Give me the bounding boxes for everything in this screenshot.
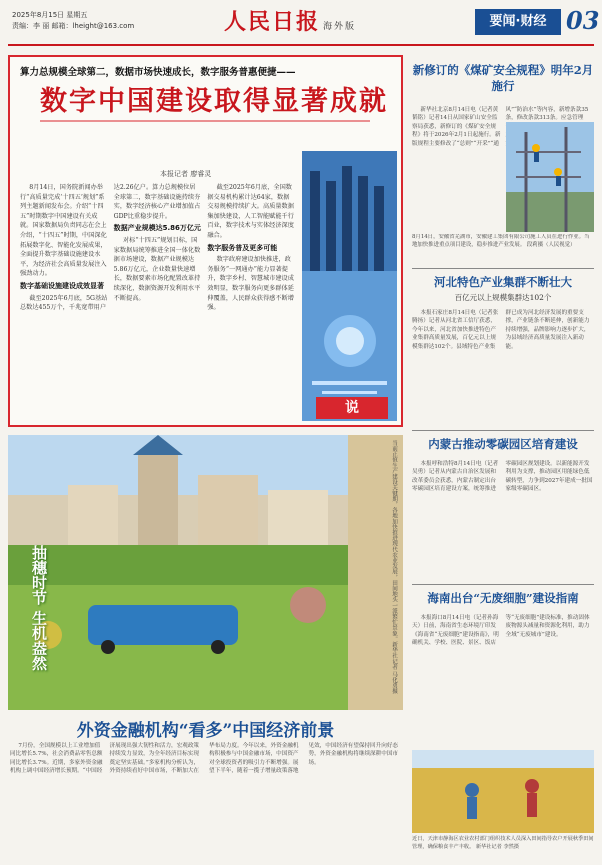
mid-caption: 当前正值生产建设关键期，各地加快推进现代农业发展，田间地头一派繁忙景象。新华社记者 马化勇摄 xyxy=(391,440,397,694)
bottom-title: 外资金融机构“看多”中国经济前景 xyxy=(76,721,335,741)
lead-para: 对标“十四五”规划目标，国家数据局统筹推进全国一体化数据市场建设，数据产业规模达5.86万亿元，企业数量快速增长，数据要素市场化配置改革持续深化，数据资源开发利用水平不断提高。 xyxy=(113,236,201,302)
mongolia-title: 内蒙古推动零碳园区培育建设 xyxy=(428,437,578,451)
shuo-badge: 说 xyxy=(316,397,388,419)
lead-photo xyxy=(302,151,397,421)
divider xyxy=(412,584,594,585)
lead-title: 数字中国建设取得显著成就 xyxy=(40,86,388,117)
section-label: 要闻·财经 xyxy=(475,9,561,35)
newspaper-logo xyxy=(224,5,356,36)
lead-subhead: 数据产业规模达5.86万亿元 xyxy=(113,224,201,233)
bottom-right-photo xyxy=(412,750,594,833)
lead-para: 截至2025年6月底，全国数据交易机构累计达64家，数据交易规模持续扩大。高质量数据集加快建设，人工智能赋能千行百业，数字技术与实体经济深度融合。 xyxy=(207,184,294,239)
lead-subhead: 数字服务普及更多可能 xyxy=(207,243,278,252)
bottom-body xyxy=(10,742,402,860)
bottom-right-caption: 近日，天津市静海区农业农村部门组织技术人员深入田间指导农户开展秋季田间管理，确保粮食丰产丰收。 新华社记者 李然摄 xyxy=(412,836,594,850)
divider xyxy=(412,430,594,431)
title-underline-decoration xyxy=(40,117,370,147)
workers-on-tower-illustration xyxy=(506,122,594,232)
lead-kicker: 算力总规模全球第二，数据市场快速成长，数字服务普惠便捷—— xyxy=(20,67,296,78)
lead-byline: 本报记者 廖睿灵 xyxy=(160,170,212,178)
hainan-body xyxy=(412,614,594,754)
lead-para: 数字政府建设加快推进，政务服务“一网通办”能力显著提升，数字乡村、智慧城市建设成效明显，数字服务向更多群体延伸覆盖，人民群众获得感不断增强。 xyxy=(207,256,294,312)
hebei-subtitle: 百亿元以上规模集群达102个 xyxy=(454,293,552,302)
bottom-text: 7月份，全国规模以上工业增加值同比增长5.7%，社会消费品零售总额同比增长3.7%。近期，多家外资金融机构上调中国经济增长预期。“中国经济展现出强大韧性和活力，宏观政策持续发力显效，为全年经济目标实现奠定坚实基础。”多家机构分析认为，外资持续看好中国市场，不断加大在华布局力度。今年以来，外资金融机构积极参与中国金融市场，中国资产对全球投资者的吸引力不断增强。展望下半年，随着一揽子增量政策落地见效，中国经济有望保持回升向好态势，外资金融机构将继续深耕中国市场。 xyxy=(10,743,399,775)
data-center-illustration xyxy=(302,151,397,421)
lead-subhead: 数字基础设施建设成效显著 xyxy=(20,281,104,290)
header-rule xyxy=(8,44,594,46)
coal-text: 新华社北京8月14日电（记者黄韬铭）记者14日从国家矿山安全监察局获悉，新修订的《煤矿安全规程》将于2026年2月1日起施行。新版规程主要修改了“总则”“开采”“通风”“防治水”等内容，新增条款35条，修改条款313条。应急管理 xyxy=(412,107,589,147)
lead-article xyxy=(8,55,403,427)
hainan-title: 海南出台“无废细胞”建设指南 xyxy=(427,591,579,605)
coal-title: 新修订的《煤矿安全规程》明年2月施行 xyxy=(412,63,594,93)
logo-sub: 海外版 xyxy=(323,22,357,32)
lead-body xyxy=(20,183,295,419)
lead-para: 截至2025年6月底，5G基站总数达455万个，千兆宽带用户达2.26亿户。算力总规模位居全球第二，数字基础设施持续夯实，数字经济核心产业增加值占GDP比重稳步提升。 xyxy=(20,184,201,312)
mongolia-body xyxy=(412,460,594,580)
article-hebei xyxy=(412,274,594,449)
mid-stamp: 抽穗时节 生机盎然 xyxy=(30,545,48,671)
hebei-text: 本报石家庄8月14日电（记者张腾扬）记者从河北省工信厅获悉，今年以来，河北省加快推进特色产业集群高质量发展，百亿元以上规模集群达102个。县域特色产业集群已成为河北经济发展的重要支撑，产业链条不断延伸，创新能力持续增强，品牌影响力逐步扩大，为县域经济高质量发展注入新动能。 xyxy=(412,310,590,350)
hainan-text: 本报海口8月14日电（记者孙海天）日前，海南省生态环境厅印发《海南省“无废细胞”建设指南》，明确机关、学校、医院、景区、饭店等“无废细胞”建设标准，推动固体废物源头减量和资源化利用，助力全域“无废城市”建设。 xyxy=(412,615,590,647)
page-number: 03 xyxy=(566,6,600,35)
town-and-field-illustration xyxy=(8,435,403,710)
farm-field-illustration xyxy=(412,750,594,833)
editor-line: 责编：李 丽 邮箱：lheight@163.com xyxy=(12,22,135,30)
mongolia-text: 本报呼和浩特8月14日电（记者吴勇）记者从内蒙古自治区发展和改革委员会获悉，内蒙古制定出台零碳园区培育建设方案，统筹推进零碳园区规划建设。以新能源开发利用为支撑，推动园区用能绿色低碳转型，力争到2027年建成一批国家级零碳园区。 xyxy=(412,461,593,493)
article-inner-mongolia xyxy=(412,436,594,580)
divider xyxy=(412,268,594,269)
article-hainan xyxy=(412,590,594,754)
date-line: 2025年8月15日 星期五 xyxy=(12,11,88,19)
lead-para: 8月14日，国务院新闻办举行“高质量完成‘十四五’规划”系列主题新闻发布会。介绍“十四五”时期数字中国建设有关成就。国家数据局负责同志在会上介绍，“十四五”时期，中国深化拓展数字化、智能化发展成果，全面提升数字基础设施建设水平，为经济社会高质量发展注入强劲动力。 xyxy=(20,184,107,278)
masthead xyxy=(0,0,602,48)
mid-photo xyxy=(8,435,403,710)
logo-text: 人民日报 xyxy=(224,9,321,35)
masthead-info xyxy=(12,10,134,32)
hebei-title: 河北特色产业集群不断壮大 xyxy=(434,275,572,289)
hebei-body xyxy=(412,309,594,449)
construction-caption: 8月14日，安徽省芜湖市，安徽建工集团有限公司施工人员在进行作业。当地加快推进重点项目建设，稳步推进产业发展。 段莉摄（人民视觉） xyxy=(412,234,590,248)
construction-photo xyxy=(506,122,594,232)
